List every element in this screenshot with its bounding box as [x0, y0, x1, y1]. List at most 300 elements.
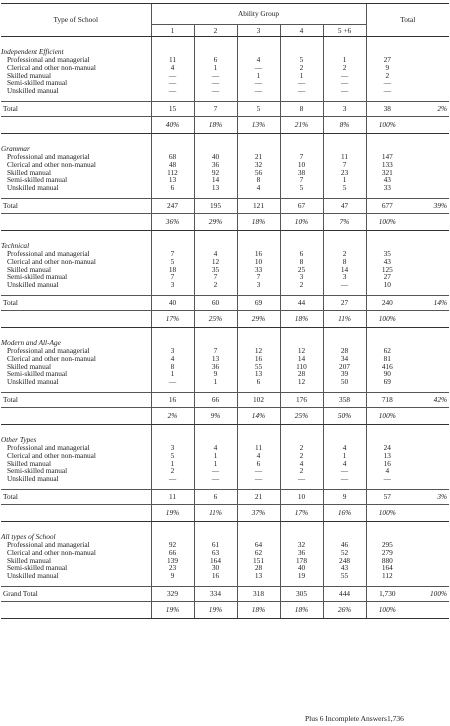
group-percent: 40% — [151, 116, 194, 133]
group-total: 3 — [323, 101, 366, 116]
row-label: Professional and managerial — [7, 346, 90, 355]
group-value: 2 — [323, 250, 366, 258]
group-value: 16 — [237, 250, 280, 258]
group-value: — — [194, 72, 237, 80]
group-value: 3 — [151, 444, 194, 452]
group-value: — — [237, 475, 280, 483]
group-value: 4 — [151, 64, 194, 72]
empty-cell — [408, 48, 449, 56]
spacer-cell — [237, 521, 280, 533]
group-value: 11 — [237, 444, 280, 452]
section-title: Independent Efficient — [1, 47, 64, 57]
empty-cell — [237, 242, 280, 250]
spacer-cell — [408, 424, 449, 436]
group-percent: 21% — [280, 116, 323, 133]
row-total: 35 — [366, 250, 408, 258]
row-total: 112 — [366, 572, 408, 580]
group-value: 4 — [237, 452, 280, 460]
group-value: 8 — [151, 363, 194, 371]
group-value: 1 — [194, 64, 237, 72]
group-value: 7 — [194, 347, 237, 355]
empty-cell — [408, 407, 449, 424]
empty-cell — [323, 436, 366, 444]
empty-cell — [1, 407, 151, 424]
row-label: Clerical and other non-manual — [7, 63, 96, 72]
group-value: 3 — [151, 347, 194, 355]
group-value: 63 — [194, 549, 237, 557]
group-value: 5 — [280, 184, 323, 192]
group-total: 305 — [280, 586, 323, 601]
group-value: 14 — [323, 266, 366, 274]
total-label: Total — [1, 101, 151, 116]
group-percent: 37% — [237, 504, 280, 521]
row-label: Unskilled manual — [7, 475, 59, 483]
row-label: Skilled manual — [7, 71, 51, 80]
group-value: 4 — [194, 250, 237, 258]
percent-row — [1, 213, 449, 230]
group-value: — — [323, 72, 366, 80]
percent-total: 100% — [366, 213, 408, 230]
table-row — [1, 557, 449, 565]
table-row — [1, 273, 449, 281]
grand-total: 38 — [366, 101, 408, 116]
table-row — [1, 79, 449, 87]
group-total: 66 — [194, 392, 237, 407]
group-value: 1 — [323, 176, 366, 184]
empty-cell — [194, 242, 237, 250]
group-value: 8 — [280, 258, 323, 266]
grand-total: 677 — [366, 198, 408, 213]
group-value: 16 — [194, 572, 237, 580]
group-percent: 11% — [194, 504, 237, 521]
section-title: Modern and All-Age — [1, 338, 61, 348]
row-total: — — [366, 475, 408, 483]
row-total: 164 — [366, 564, 408, 572]
row-total: 125 — [366, 266, 408, 274]
row-total: 295 — [366, 541, 408, 549]
total-row — [1, 586, 449, 601]
incomplete-answers-value: 1,736 — [387, 714, 404, 723]
spacer-cell — [194, 37, 237, 49]
group-value: 34 — [323, 355, 366, 363]
group-value: 8 — [323, 258, 366, 266]
group-value: 2 — [323, 64, 366, 72]
row-total: 880 — [366, 557, 408, 565]
spacer-cell — [323, 133, 366, 145]
group-value: 2 — [280, 281, 323, 289]
empty-cell — [151, 436, 194, 444]
empty-cell — [408, 347, 449, 355]
table-row — [1, 444, 449, 452]
row-total: 10 — [366, 281, 408, 289]
table-row — [1, 467, 449, 475]
group-value: 10 — [237, 258, 280, 266]
empty-cell — [408, 184, 449, 192]
row-label: Semi-skilled manual — [7, 467, 68, 476]
group-percent: 9% — [194, 407, 237, 424]
group-value: 2 — [194, 281, 237, 289]
group-value: 32 — [237, 161, 280, 169]
row-total: 90 — [366, 370, 408, 378]
group-value: — — [151, 79, 194, 87]
group-percent: 18% — [280, 601, 323, 618]
empty-cell — [408, 250, 449, 258]
group-value: 4 — [151, 355, 194, 363]
group-percent: 17% — [280, 504, 323, 521]
empty-cell — [408, 116, 449, 133]
empty-cell — [408, 504, 449, 521]
spacer-cell — [280, 230, 323, 242]
group-value: 13 — [151, 176, 194, 184]
group-value: 46 — [323, 541, 366, 549]
group-value: 207 — [323, 363, 366, 371]
group-total: 40 — [151, 295, 194, 310]
empty-cell — [408, 533, 449, 541]
empty-cell — [323, 339, 366, 347]
group-value: 12 — [237, 347, 280, 355]
empty-cell — [151, 242, 194, 250]
row-total: 81 — [366, 355, 408, 363]
total-row — [1, 392, 449, 407]
table-row — [1, 176, 449, 184]
spacer-cell — [366, 327, 408, 339]
group-value: — — [280, 79, 323, 87]
group-header-5-6: 5 +6 — [323, 25, 366, 37]
empty-cell — [237, 145, 280, 153]
empty-cell — [194, 533, 237, 541]
total-row — [1, 295, 449, 310]
empty-cell — [408, 460, 449, 468]
empty-cell — [366, 533, 408, 541]
row-label: Skilled manual — [7, 362, 51, 371]
group-value: 7 — [194, 273, 237, 281]
group-value: — — [323, 281, 366, 289]
empty-cell — [366, 339, 408, 347]
group-value: 5 — [151, 258, 194, 266]
row-label: Clerical and other non-manual — [7, 548, 96, 557]
group-percent: 25% — [280, 407, 323, 424]
group-value: 66 — [151, 549, 194, 557]
group-value: 4 — [237, 184, 280, 192]
group-percent: 26% — [323, 601, 366, 618]
table-row — [1, 250, 449, 258]
spacer-cell — [280, 37, 323, 49]
row-total: 43 — [366, 258, 408, 266]
group-value: 1 — [151, 370, 194, 378]
group-value: 6 — [237, 378, 280, 386]
group-total: 27 — [323, 295, 366, 310]
spacer-cell — [366, 424, 408, 436]
group-value: 139 — [151, 557, 194, 565]
empty-cell — [408, 444, 449, 452]
group-value: 10 — [280, 161, 323, 169]
group-value: — — [151, 72, 194, 80]
group-value: 19 — [280, 572, 323, 580]
group-value: — — [323, 79, 366, 87]
group-total: 444 — [323, 586, 366, 601]
group-value: 7 — [151, 250, 194, 258]
empty-cell — [408, 378, 449, 386]
row-label: Professional and managerial — [7, 56, 90, 64]
percent-total: 100% — [366, 310, 408, 327]
empty-cell — [280, 533, 323, 541]
grand-total: 1,730 — [366, 586, 408, 601]
group-percent: 7% — [323, 213, 366, 230]
group-total: 16 — [151, 392, 194, 407]
table-row — [1, 266, 449, 274]
spacer-cell — [151, 327, 194, 339]
group-percent: 50% — [323, 407, 366, 424]
spacer-cell — [194, 230, 237, 242]
group-value: 178 — [280, 557, 323, 565]
group-value: 13 — [194, 355, 237, 363]
table-row — [1, 564, 449, 572]
empty-cell — [408, 153, 449, 161]
group-value: 3 — [151, 281, 194, 289]
spacer-cell — [280, 521, 323, 533]
group-value: 7 — [280, 153, 323, 161]
group-header-4: 4 — [280, 25, 323, 37]
empty-cell — [408, 176, 449, 184]
spacer-cell — [280, 424, 323, 436]
group-total: 5 — [237, 101, 280, 116]
group-total: 318 — [237, 586, 280, 601]
table-row — [1, 475, 449, 483]
row-total: 147 — [366, 153, 408, 161]
spacer-cell — [323, 37, 366, 49]
empty-cell — [408, 363, 449, 371]
group-value: — — [194, 475, 237, 483]
spacer-cell — [323, 230, 366, 242]
grand-total: 240 — [366, 295, 408, 310]
percent-total: 100% — [366, 116, 408, 133]
group-value: 4 — [280, 460, 323, 468]
row-total: 24 — [366, 444, 408, 452]
group-total: 10 — [280, 489, 323, 504]
group-percent: 14% — [237, 407, 280, 424]
group-value: 7 — [151, 273, 194, 281]
row-total: 33 — [366, 184, 408, 192]
group-value: 164 — [194, 557, 237, 565]
group-percent: 19% — [151, 601, 194, 618]
grand-percent: 14% — [408, 295, 449, 310]
grand-total: 57 — [366, 489, 408, 504]
group-percent: 19% — [194, 601, 237, 618]
grand-percent: 42% — [408, 392, 449, 407]
empty-cell — [408, 72, 449, 80]
group-value: 32 — [280, 541, 323, 549]
spacer-cell — [280, 327, 323, 339]
empty-cell — [151, 533, 194, 541]
total-header: Total — [366, 4, 449, 37]
group-value: 2 — [280, 64, 323, 72]
group-value: 1 — [323, 452, 366, 460]
group-percent: 36% — [151, 213, 194, 230]
group-value: — — [280, 475, 323, 483]
group-value: 4 — [194, 444, 237, 452]
group-total: 47 — [323, 198, 366, 213]
total-label: Total — [1, 295, 151, 310]
row-label: Clerical and other non-manual — [7, 451, 96, 460]
ability-group-header: Ability Group — [151, 4, 366, 25]
group-total: 7 — [194, 101, 237, 116]
table-row — [1, 161, 449, 169]
row-label: Unskilled manual — [7, 378, 59, 386]
spacer-cell — [323, 327, 366, 339]
empty-cell — [408, 355, 449, 363]
group-percent: 10% — [280, 213, 323, 230]
group-percent: 16% — [323, 504, 366, 521]
row-total: — — [366, 79, 408, 87]
group-value: 52 — [323, 549, 366, 557]
group-value: 2 — [280, 444, 323, 452]
group-total: 9 — [323, 489, 366, 504]
empty-cell — [237, 436, 280, 444]
empty-cell — [408, 213, 449, 230]
group-header-1: 1 — [151, 25, 194, 37]
group-value: 8 — [237, 176, 280, 184]
empty-cell — [408, 281, 449, 289]
group-value: 6 — [237, 460, 280, 468]
table-row — [1, 184, 449, 192]
row-label: Unskilled manual — [7, 572, 59, 580]
row-label: Semi-skilled manual — [7, 79, 68, 88]
group-value: 4 — [323, 460, 366, 468]
group-value: — — [237, 79, 280, 87]
spacer-cell — [323, 424, 366, 436]
table-row — [1, 355, 449, 363]
table-row — [1, 452, 449, 460]
empty-cell — [237, 48, 280, 56]
total-label: Total — [1, 489, 151, 504]
row-label: Professional and managerial — [7, 540, 90, 549]
empty-cell — [408, 87, 449, 95]
group-value: 55 — [237, 363, 280, 371]
empty-cell — [408, 339, 449, 347]
group-value: 2 — [280, 467, 323, 475]
group-value: 16 — [237, 355, 280, 363]
group-percent: 8% — [323, 116, 366, 133]
group-value: 64 — [237, 541, 280, 549]
group-value: 23 — [323, 169, 366, 177]
empty-cell — [151, 48, 194, 56]
group-percent: 18% — [194, 116, 237, 133]
group-value: 12 — [194, 258, 237, 266]
group-value: 13 — [194, 184, 237, 192]
empty-cell — [408, 475, 449, 483]
empty-cell — [408, 79, 449, 87]
total-label: Grand Total — [1, 586, 151, 601]
table-row — [1, 153, 449, 161]
spacer-cell — [408, 230, 449, 242]
group-total: 11 — [151, 489, 194, 504]
group-value: 36 — [194, 161, 237, 169]
group-value: 3 — [323, 273, 366, 281]
table-row — [1, 347, 449, 355]
group-value: 92 — [194, 169, 237, 177]
empty-cell — [366, 48, 408, 56]
group-total: 67 — [280, 198, 323, 213]
group-value: 11 — [151, 56, 194, 64]
empty-cell — [408, 64, 449, 72]
group-value: 12 — [280, 347, 323, 355]
table-row — [1, 363, 449, 371]
group-value: — — [151, 378, 194, 386]
empty-cell — [408, 549, 449, 557]
group-value: 92 — [151, 541, 194, 549]
empty-cell — [408, 467, 449, 475]
row-label: Skilled manual — [7, 556, 51, 565]
spacer-cell — [194, 133, 237, 145]
group-header-3: 3 — [237, 25, 280, 37]
section-title: Other Types — [1, 435, 37, 445]
total-row — [1, 198, 449, 213]
spacer-cell — [194, 521, 237, 533]
group-value: 6 — [280, 250, 323, 258]
empty-cell — [323, 145, 366, 153]
group-percent: 11% — [323, 310, 366, 327]
group-value: 7 — [323, 161, 366, 169]
empty-cell — [280, 339, 323, 347]
group-value: 68 — [151, 153, 194, 161]
group-total: 195 — [194, 198, 237, 213]
grand-percent: 100% — [408, 586, 449, 601]
spacer-cell — [194, 424, 237, 436]
group-percent: 13% — [237, 116, 280, 133]
group-total: 44 — [280, 295, 323, 310]
table-row — [1, 72, 449, 80]
table-row — [1, 370, 449, 378]
spacer-cell — [237, 424, 280, 436]
spacer-cell — [408, 521, 449, 533]
group-value: 110 — [280, 363, 323, 371]
group-value: — — [194, 79, 237, 87]
spacer-cell — [237, 327, 280, 339]
row-label: Skilled manual — [7, 265, 51, 274]
empty-cell — [194, 339, 237, 347]
empty-cell — [194, 48, 237, 56]
group-value: 39 — [323, 370, 366, 378]
group-value: 1 — [237, 72, 280, 80]
group-value: — — [151, 475, 194, 483]
spacer-cell — [280, 133, 323, 145]
group-percent: 18% — [237, 213, 280, 230]
empty-cell — [408, 266, 449, 274]
row-label: Professional and managerial — [7, 443, 90, 452]
group-value: 14 — [280, 355, 323, 363]
grand-total: 718 — [366, 392, 408, 407]
group-value: 18 — [151, 266, 194, 274]
empty-cell — [280, 145, 323, 153]
group-value: 1 — [194, 452, 237, 460]
group-total: 176 — [280, 392, 323, 407]
spacer-cell — [408, 327, 449, 339]
empty-cell — [408, 572, 449, 580]
empty-cell — [408, 258, 449, 266]
group-total: 121 — [237, 198, 280, 213]
group-value: 21 — [237, 153, 280, 161]
spacer-cell — [151, 424, 194, 436]
group-value: 23 — [151, 564, 194, 572]
row-total: 16 — [366, 460, 408, 468]
group-value: 1 — [280, 72, 323, 80]
group-total: 69 — [237, 295, 280, 310]
spacer-cell — [237, 133, 280, 145]
group-percent: 17% — [151, 310, 194, 327]
group-value: 151 — [237, 557, 280, 565]
group-value: 7 — [280, 176, 323, 184]
group-total: 15 — [151, 101, 194, 116]
